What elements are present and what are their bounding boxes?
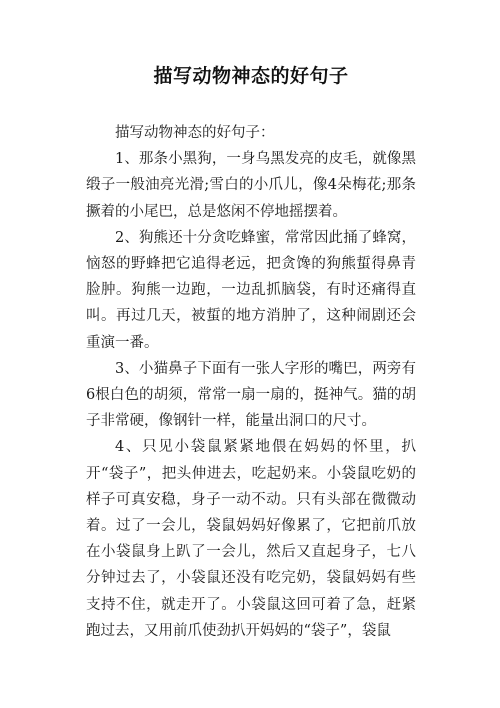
intro-paragraph: 描写动物神态的好句子：	[115, 125, 275, 141]
paragraph-1: 1、那条小黑狗，一身乌黑发亮的皮毛，就像黑缎子一般油亮光滑;雪白的小爪儿，像4朵梅花;那条撅着的小尾巴，总是悠闲不停地摇摆着。	[86, 151, 416, 220]
paragraph-4: 4、只见小袋鼠紧紧地偎在妈妈的怀里，扒开“袋子”，把头伸进去，吃起奶来。小袋鼠吃奶的样子可真安稳，身子一动不动。只有头部在微微动着。过了一会儿，袋鼠妈妈好像累了，它把前爪放在小袋鼠身上趴了一会儿，然后又直起身子，七八分钟过去了，小袋鼠还没有吃完奶，袋鼠妈妈有些支持不住，就走开了。小袋鼠这回可着了急，赶紧跑过去，又用前爪使劲扒开妈妈的“袋子”，袋鼠	[86, 439, 416, 639]
document-body	[86, 120, 416, 644]
paragraph-2: 2、狗熊还十分贪吃蜂蜜，常常因此捅了蜂窝，恼怒的野蜂把它追得老远，把贪馋的狗熊蜇得鼻青脸肿。狗熊一边跑，一边乱抓脑袋，有时还痛得直叫。再过几天，被蜇的地方消肿了，这种闹剧还会重演一番。	[86, 229, 416, 351]
paragraph-3: 3、小猫鼻子下面有一张人字形的嘴巴，两旁有6根白色的胡须，常常一扇一扇的，挺神气。猫的胡子非常硬，像钢针一样，能量出洞口的尺寸。	[86, 360, 416, 430]
document-title: 描写动物神态的好句子	[153, 65, 349, 87]
